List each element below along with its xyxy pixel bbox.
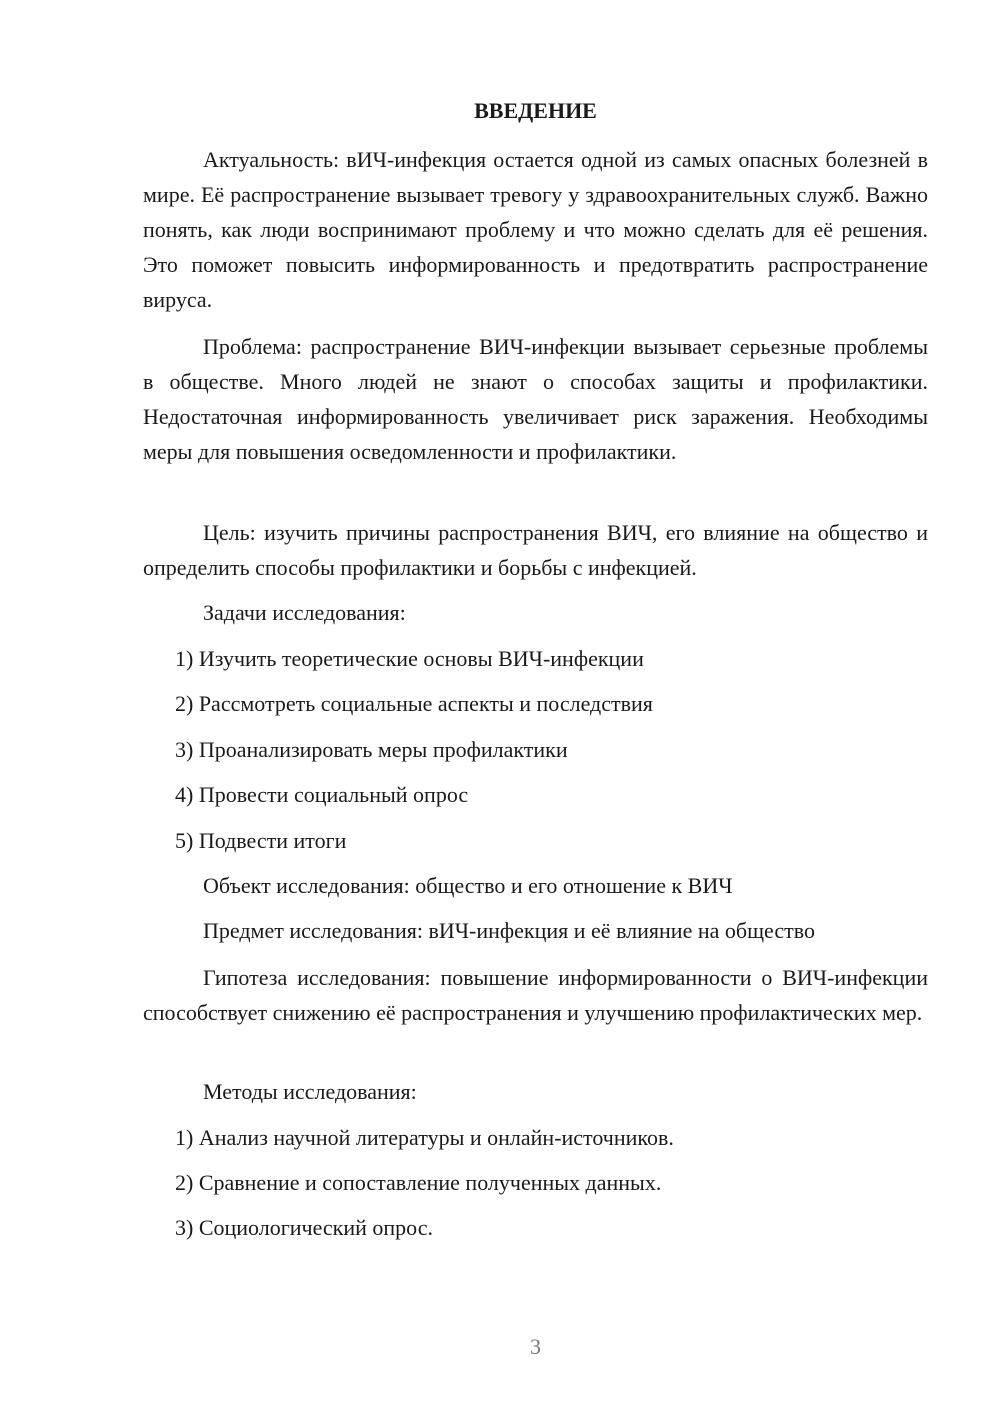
task-item: 2) Рассмотреть социальные аспекты и последствия: [175, 691, 653, 716]
page-title: ВВЕДЕНИЕ: [474, 98, 597, 123]
task-item: 1) Изучить теоретические основы ВИЧ-инфекции: [175, 646, 644, 671]
paragraph-problem: Проблема: распространение ВИЧ-инфекции вызывает серьезные проблемы в обществе. Много людей не знают о способах защиты и профилактики. Недостаточная информированность увеличивает риск заражения. Необходимы меры для повышения осведомленности и профилактики.: [143, 334, 928, 464]
tasks-heading: Задачи исследования:: [203, 600, 406, 625]
research-object: Объект исследования: общество и его отношение к ВИЧ: [203, 873, 733, 898]
paragraph-goal: Цель: изучить причины распространения ВИЧ, его влияние на общество и определить способы профилактики и борьбы с инфекцией.: [143, 520, 928, 580]
task-item: 3) Проанализировать меры профилактики: [175, 737, 568, 762]
method-item: 2) Сравнение и сопоставление полученных данных.: [175, 1170, 662, 1195]
method-item: 1) Анализ научной литературы и онлайн-источников.: [175, 1125, 674, 1150]
paragraph-hypothesis: Гипотеза исследования: повышение информированности о ВИЧ-инфекции способствует снижению её распространения и улучшению профилактических мер.: [143, 965, 928, 1025]
method-item: 3) Социологический опрос.: [175, 1215, 433, 1240]
page-number: 3: [530, 1334, 541, 1359]
paragraph-relevance: Актуальность: вИЧ-инфекция остается одной из самых опасных болезней в мире. Её распространение вызывает тревогу у здравоохранительных служб. Важно понять, как люди воспринимают проблему и что можно сделать для её решения. Это поможет повысить информированность и предотвратить распространение вируса.: [143, 147, 928, 312]
task-item: 4) Провести социальный опрос: [175, 782, 469, 807]
methods-heading: Методы исследования:: [203, 1079, 417, 1104]
task-item: 5) Подвести итоги: [175, 828, 347, 853]
research-subject: Предмет исследования: вИЧ-инфекция и её влияние на общество: [203, 918, 815, 943]
